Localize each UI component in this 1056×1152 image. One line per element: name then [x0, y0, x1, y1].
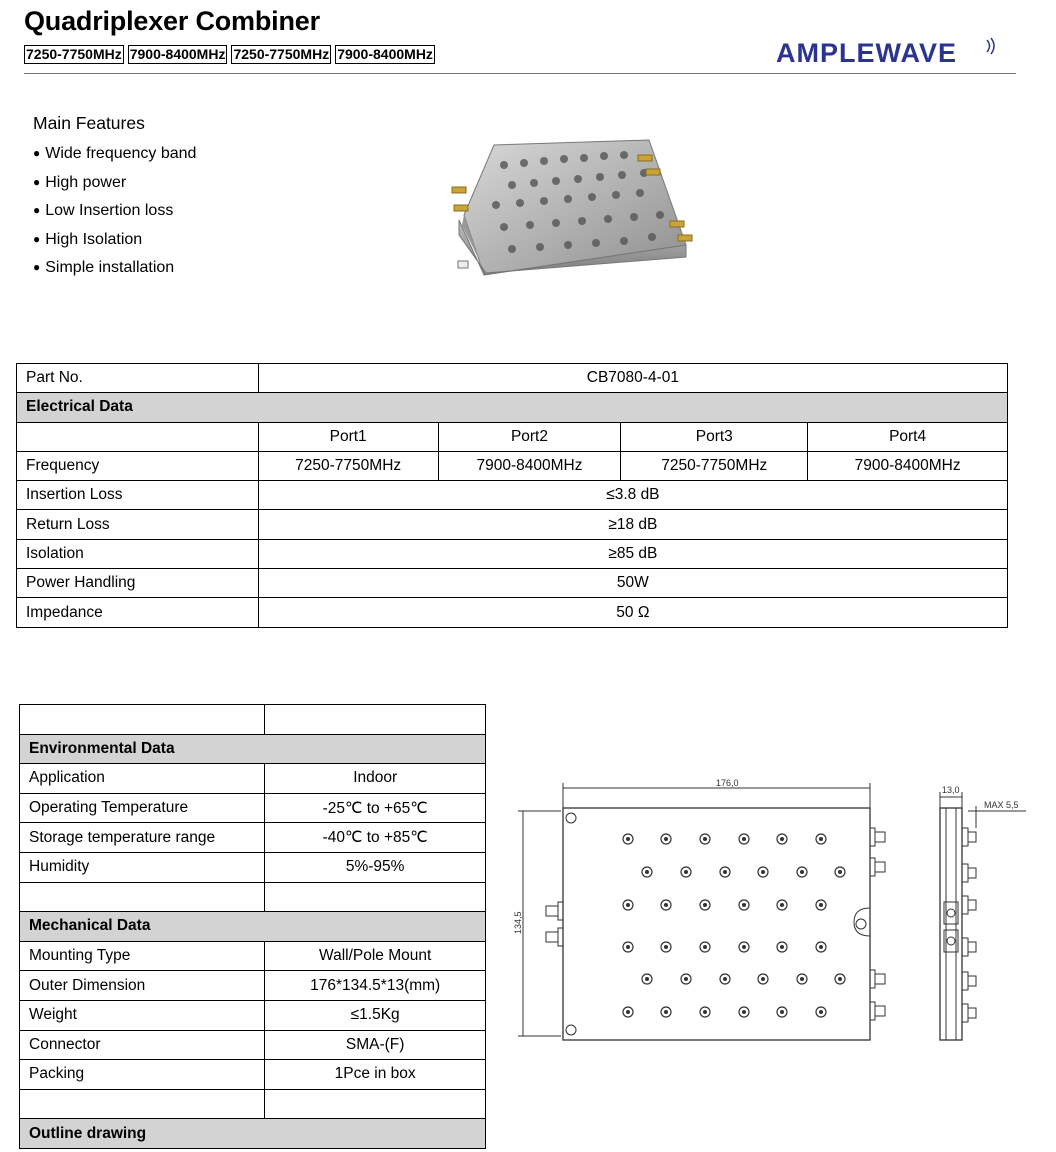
- dim-max-label: MAX 5,5: [984, 800, 1019, 810]
- row-value: -40℃ to +85℃: [265, 823, 486, 853]
- feature-item: ● Low Insertion loss: [33, 197, 196, 226]
- section-title: Mechanical Data: [20, 912, 486, 942]
- part-no-value: CB7080-4-01: [258, 364, 1007, 393]
- row-value: 176*134.5*13(mm): [265, 971, 486, 1001]
- empty-cell: [265, 705, 486, 735]
- empty-cell: [20, 882, 265, 912]
- empty-cell: [265, 1089, 486, 1119]
- row-value: 5%-95%: [265, 852, 486, 882]
- row-value: 1Pce in box: [265, 1060, 486, 1090]
- main-features: [33, 113, 196, 283]
- empty-cell: [17, 422, 259, 451]
- frequency-value: 7900-8400MHz: [808, 451, 1008, 480]
- row-label: Humidity: [20, 852, 265, 882]
- band-label: 7250-7750MHz: [26, 46, 122, 62]
- port-header: Port3: [621, 422, 808, 451]
- dim-height-label: 134,5: [513, 911, 523, 934]
- band-label: 7900-8400MHz: [129, 46, 226, 62]
- row-label: Packing: [20, 1060, 265, 1090]
- row-value: ≥18 dB: [258, 510, 1007, 539]
- port-header: Port1: [258, 422, 438, 451]
- row-label: Outer Dimension: [20, 971, 265, 1001]
- section-title: Electrical Data: [17, 393, 1008, 422]
- brand-logo: AMPLEWAVE: [776, 38, 958, 68]
- row-label: Mounting Type: [20, 941, 265, 971]
- part-no-label: Part No.: [17, 364, 259, 393]
- feature-item: ● Wide frequency band: [33, 140, 196, 169]
- electrical-table: [16, 363, 1008, 628]
- empty-cell: [20, 705, 265, 735]
- row-label: Operating Temperature: [20, 793, 265, 823]
- outline-drawing: [513, 778, 1036, 1048]
- row-label: Frequency: [17, 451, 259, 480]
- row-value: ≤1.5Kg: [265, 1000, 486, 1030]
- row-value: 50W: [258, 569, 1007, 598]
- section-title: Environmental Data: [20, 734, 486, 764]
- frequency-value: 7900-8400MHz: [438, 451, 621, 480]
- environmental-mechanical-table: [19, 704, 486, 1149]
- features-title: Main Features: [33, 113, 145, 133]
- row-value: 50 Ω: [258, 598, 1007, 627]
- row-label: Impedance: [17, 598, 259, 627]
- row-label: Application: [20, 764, 265, 794]
- feature-item: ● High Isolation: [33, 226, 196, 255]
- row-value: -25℃ to +65℃: [265, 793, 486, 823]
- header-divider: [24, 73, 1016, 74]
- dim-width-label: 176,0: [716, 778, 739, 788]
- empty-cell: [265, 882, 486, 912]
- dim-depth-label: 13,0: [942, 785, 960, 795]
- row-label: Return Loss: [17, 510, 259, 539]
- section-title: Outline drawing: [20, 1119, 486, 1149]
- row-value: ≥85 dB: [258, 539, 1007, 568]
- row-label: Isolation: [17, 539, 259, 568]
- frequency-value: 7250-7750MHz: [621, 451, 808, 480]
- band-label: 7900-8400MHz: [337, 46, 433, 62]
- row-label: Insertion Loss: [17, 481, 259, 510]
- empty-cell: [20, 1089, 265, 1119]
- frequency-value: 7250-7750MHz: [258, 451, 438, 480]
- feature-item: ● Simple installation: [33, 254, 196, 283]
- band-label: 7250-7750MHz: [233, 46, 330, 62]
- row-value: ≤3.8 dB: [258, 481, 1007, 510]
- row-label: Storage temperature range: [20, 823, 265, 853]
- row-value: SMA-(F): [265, 1030, 486, 1060]
- page-title: Quadriplexer Combiner: [24, 6, 320, 36]
- row-value: Indoor: [265, 764, 486, 794]
- product-photo: [424, 125, 704, 325]
- row-value: Wall/Pole Mount: [265, 941, 486, 971]
- feature-item: ● High power: [33, 169, 196, 198]
- wave-icon: [985, 36, 999, 56]
- row-label: Weight: [20, 1000, 265, 1030]
- row-label: Connector: [20, 1030, 265, 1060]
- band-list: [24, 45, 435, 64]
- row-label: Power Handling: [17, 569, 259, 598]
- port-header: Port4: [808, 422, 1008, 451]
- port-header: Port2: [438, 422, 621, 451]
